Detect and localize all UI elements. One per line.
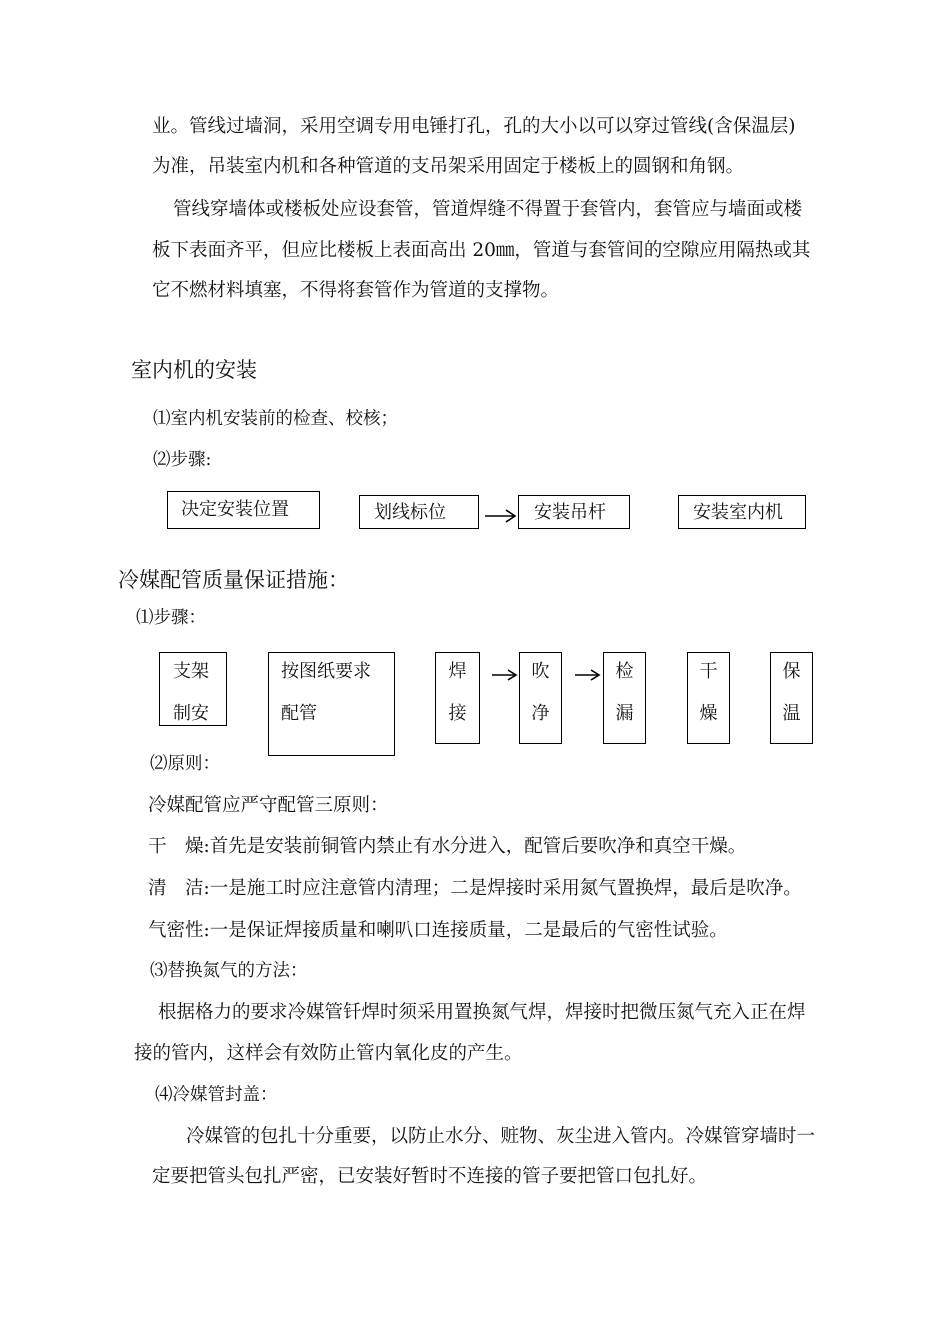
principle-text: :一是保证焊接质量和喇叭口连接质量，二是最后的气密性试验。 <box>203 920 728 941</box>
paragraph-line: 它不燃材料填塞，不得将套管作为管道的支撑物。 <box>152 280 560 301</box>
paragraph-line: 接的管内，这样会有效防止管内氧化皮的产生。 <box>134 1043 523 1064</box>
list-item: ⑴室内机安装前的检查、校核； <box>153 409 398 429</box>
right-arrow-icon <box>573 665 603 685</box>
flow-box <box>435 652 480 744</box>
principle-text: :首先是安装前铜管内禁止有水分进入，配管后要吹净和真空干燥。 <box>203 836 747 857</box>
paragraph-line: 根据格力的要求冷媒管钎焊时须采用置换氮气焊，焊接时把微压氮气充入正在焊 <box>158 1002 806 1023</box>
flow-box-label: 检 <box>615 661 634 682</box>
right-arrow-icon <box>483 505 519 525</box>
paragraph-line: 板下表面齐平，但应比楼板上表面高出 20㎜，管道与套管间的空隙应用隔热或其 <box>152 240 811 261</box>
section-heading: 室内机的安装 <box>131 358 257 382</box>
list-item: ⑵原则： <box>150 754 220 774</box>
flow-box <box>687 652 730 744</box>
principle-label: 干 燥 <box>148 836 204 857</box>
paragraph-line: 定要把管头包扎严密，已安装好暂时不连接的管子要把管口包扎好。 <box>152 1166 708 1187</box>
section-heading: 冷媒配管质量保证措施： <box>118 568 349 592</box>
flow-box-label: 漏 <box>615 703 634 724</box>
flow-box-label: 接 <box>448 703 467 724</box>
paragraph-line: 管线穿墙体或楼板处应设套管，管道焊缝不得置于套管内，套管应与墙面或楼 <box>173 199 803 220</box>
flow-box-label: 决定安装位置 <box>181 499 289 520</box>
flow-box-label: 干 <box>699 661 718 682</box>
flow-box-label: 安装室内机 <box>693 502 783 523</box>
principle-row <box>148 838 746 857</box>
flow-box-label: 净 <box>531 703 550 724</box>
principle-text: :一是施工时应注意管内清理；二是焊接时采用氮气置换焊，最后是吹净。 <box>203 878 802 899</box>
flow-box-label: 保 <box>782 661 801 682</box>
flow-box-label: 划线标位 <box>374 502 446 523</box>
flow-box <box>678 495 806 529</box>
flow-box-label: 安装吊杆 <box>534 502 606 523</box>
flow-box-label: 配管 <box>281 703 317 724</box>
flow-box <box>167 491 320 529</box>
principle-label: 清 洁 <box>148 878 204 899</box>
flow-box <box>519 652 562 744</box>
flow-box <box>603 652 646 744</box>
flow-box-label: 焊 <box>448 661 467 682</box>
flow-box <box>770 652 813 744</box>
flow-box-label: 支架 <box>173 661 209 682</box>
flow-box <box>518 495 630 529</box>
paragraph-line: 业。管线过墙洞，采用空调专用电锤打孔，孔的大小以可以穿过管线(含保温层) <box>152 116 796 137</box>
principle-row <box>148 880 802 899</box>
list-item: ⑷冷媒管封盖： <box>155 1085 278 1105</box>
flow-box-label: 温 <box>782 703 801 724</box>
right-arrow-icon <box>490 665 520 685</box>
flow-box-label: 制安 <box>173 703 209 724</box>
flow-box <box>359 495 479 529</box>
list-item: ⑴步骤： <box>136 608 206 628</box>
paragraph-line: 冷媒配管应严守配管三原则： <box>148 795 389 816</box>
paragraph-line: 冷媒管的包扎十分重要，以防止水分、赃物、灰尘进入管内。冷媒管穿墙时一 <box>186 1126 816 1147</box>
flow-box <box>159 652 227 726</box>
list-item: ⑵步骤: <box>153 450 212 470</box>
flow-box-label: 按图纸要求 <box>281 661 371 682</box>
list-item: ⑶替换氮气的方法： <box>150 961 308 981</box>
flow-box <box>268 652 395 756</box>
principle-label: 气密性 <box>148 920 204 941</box>
principle-row <box>148 922 728 941</box>
paragraph-line: 为准，吊装室内机和各种管道的支吊架采用固定于楼板上的圆钢和角钢。 <box>152 156 745 177</box>
flow-box-label: 吹 <box>531 661 550 682</box>
flow-box-label: 燥 <box>699 703 718 724</box>
